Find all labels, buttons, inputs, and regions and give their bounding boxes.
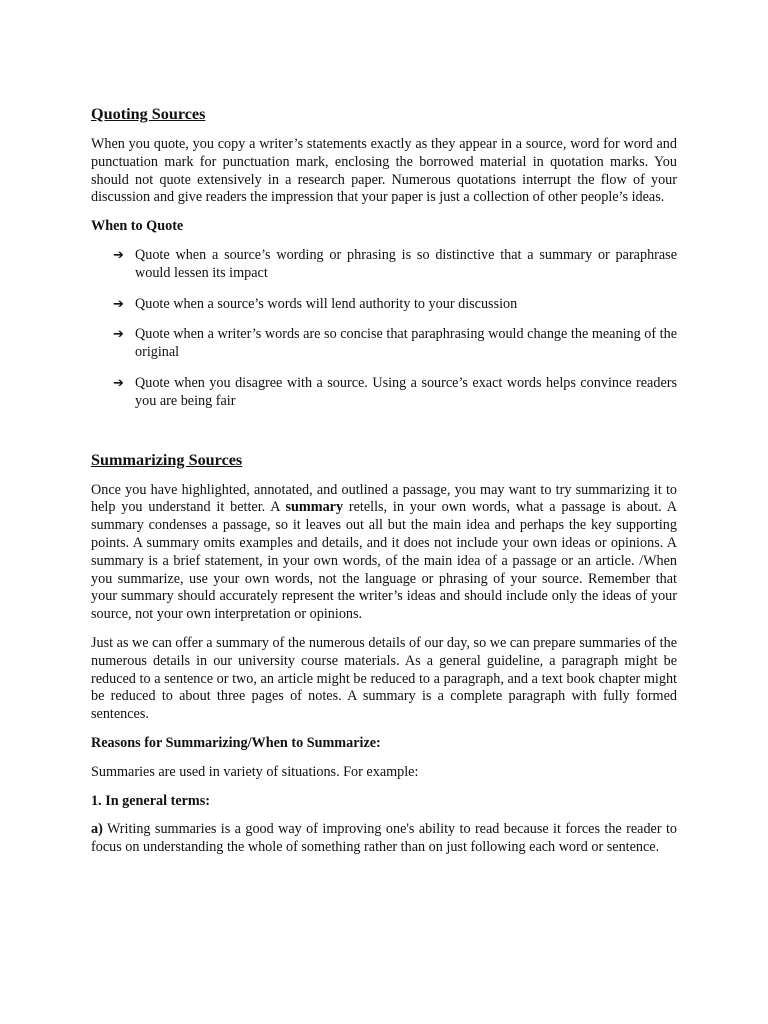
item-a-text: Writing summaries is a good way of improving one's ability to read because it forces the reader to focus on understanding the whole of something rather than on just following each word or sentence.: [91, 821, 677, 856]
summarizing-sources-title: Summarizing Sources: [91, 450, 243, 469]
paragraph-text-end: retells, in your own words, what a passage is about. A summary condenses a passage, so it leaves out all but the main idea and perhaps the key supporting points. A summary omits examples and details, and it does not include your own ideas or opinions. A summary is a brief statement, in your own words, of the main idea of a passage or an article. /When you summarize, use your own words, not the language or phrasing of your source. Remember that your summary should accurately represent the writer’s ideas and should include only the ideas of your source, not your own interpretation or opinions.: [91, 499, 677, 623]
quoting-sources-title: Quoting Sources: [91, 105, 206, 123]
list-item: [113, 296, 677, 314]
general-terms-heading: 1. In general terms:: [91, 792, 210, 809]
quoting-intro-paragraph: When you quote, you copy a writer’s statements exactly as they appear in a source, word for word and punctuation mark for punctuation mark, enclosing the borrowed material in quotation marks. You should not quote extensively in a research paper. Numerous quotations interrupt the flow of your discussion and give readers the impression that your paper is just a collection of other people’s ideas.: [91, 136, 677, 206]
situations-paragraph: Summaries are used in variety of situations. For example:: [91, 763, 419, 780]
item-a-label: a): [91, 821, 103, 838]
reasons-heading: Reasons for Summarizing/When to Summarize:: [91, 734, 381, 751]
list-item: [113, 247, 677, 283]
paragraph-text-start: Once you have highlighted, annotated, and outlined a passage, you may want to try summarizing it to help you understand it better. A: [91, 481, 677, 516]
when-to-quote-heading: When to Quote: [91, 218, 184, 235]
summary-definition-paragraph: [91, 482, 677, 624]
summary-guideline-paragraph: Just as we can offer a summary of the numerous details of our day, so we can prepare summaries of the numerous details in our university course materials. As a general guideline, a paragraph might be reduced to a sentence or two, an article might be reduced to a paragraph, and a text book chapter might be reduced to about three pages of notes. A summary is a complete paragraph with fully formed sentences.: [91, 634, 677, 723]
arrow-right-icon: ➔: [113, 296, 124, 312]
arrow-right-icon: ➔: [113, 327, 124, 343]
list-item-text: Quote when a source’s words will lend authority to your discussion: [135, 295, 518, 312]
when-to-quote-list: [91, 247, 677, 411]
list-item: [113, 326, 677, 362]
arrow-right-icon: ➔: [113, 247, 124, 263]
item-a-paragraph: [91, 821, 677, 857]
summary-term: summary: [285, 499, 344, 516]
list-item-text: Quote when a source’s wording or phrasing is so distinctive that a summary or paraphrase would lessen its impact: [135, 246, 677, 281]
list-item-text: Quote when you disagree with a source. Using a source’s exact words helps convince readers you are being fair: [135, 374, 677, 409]
arrow-right-icon: ➔: [113, 375, 124, 391]
summarizing-section: [91, 450, 677, 857]
list-item-text: Quote when a writer’s words are so concise that paraphrasing would change the meaning of the original: [135, 326, 677, 361]
document-page: [91, 104, 677, 868]
list-item: [113, 375, 677, 411]
